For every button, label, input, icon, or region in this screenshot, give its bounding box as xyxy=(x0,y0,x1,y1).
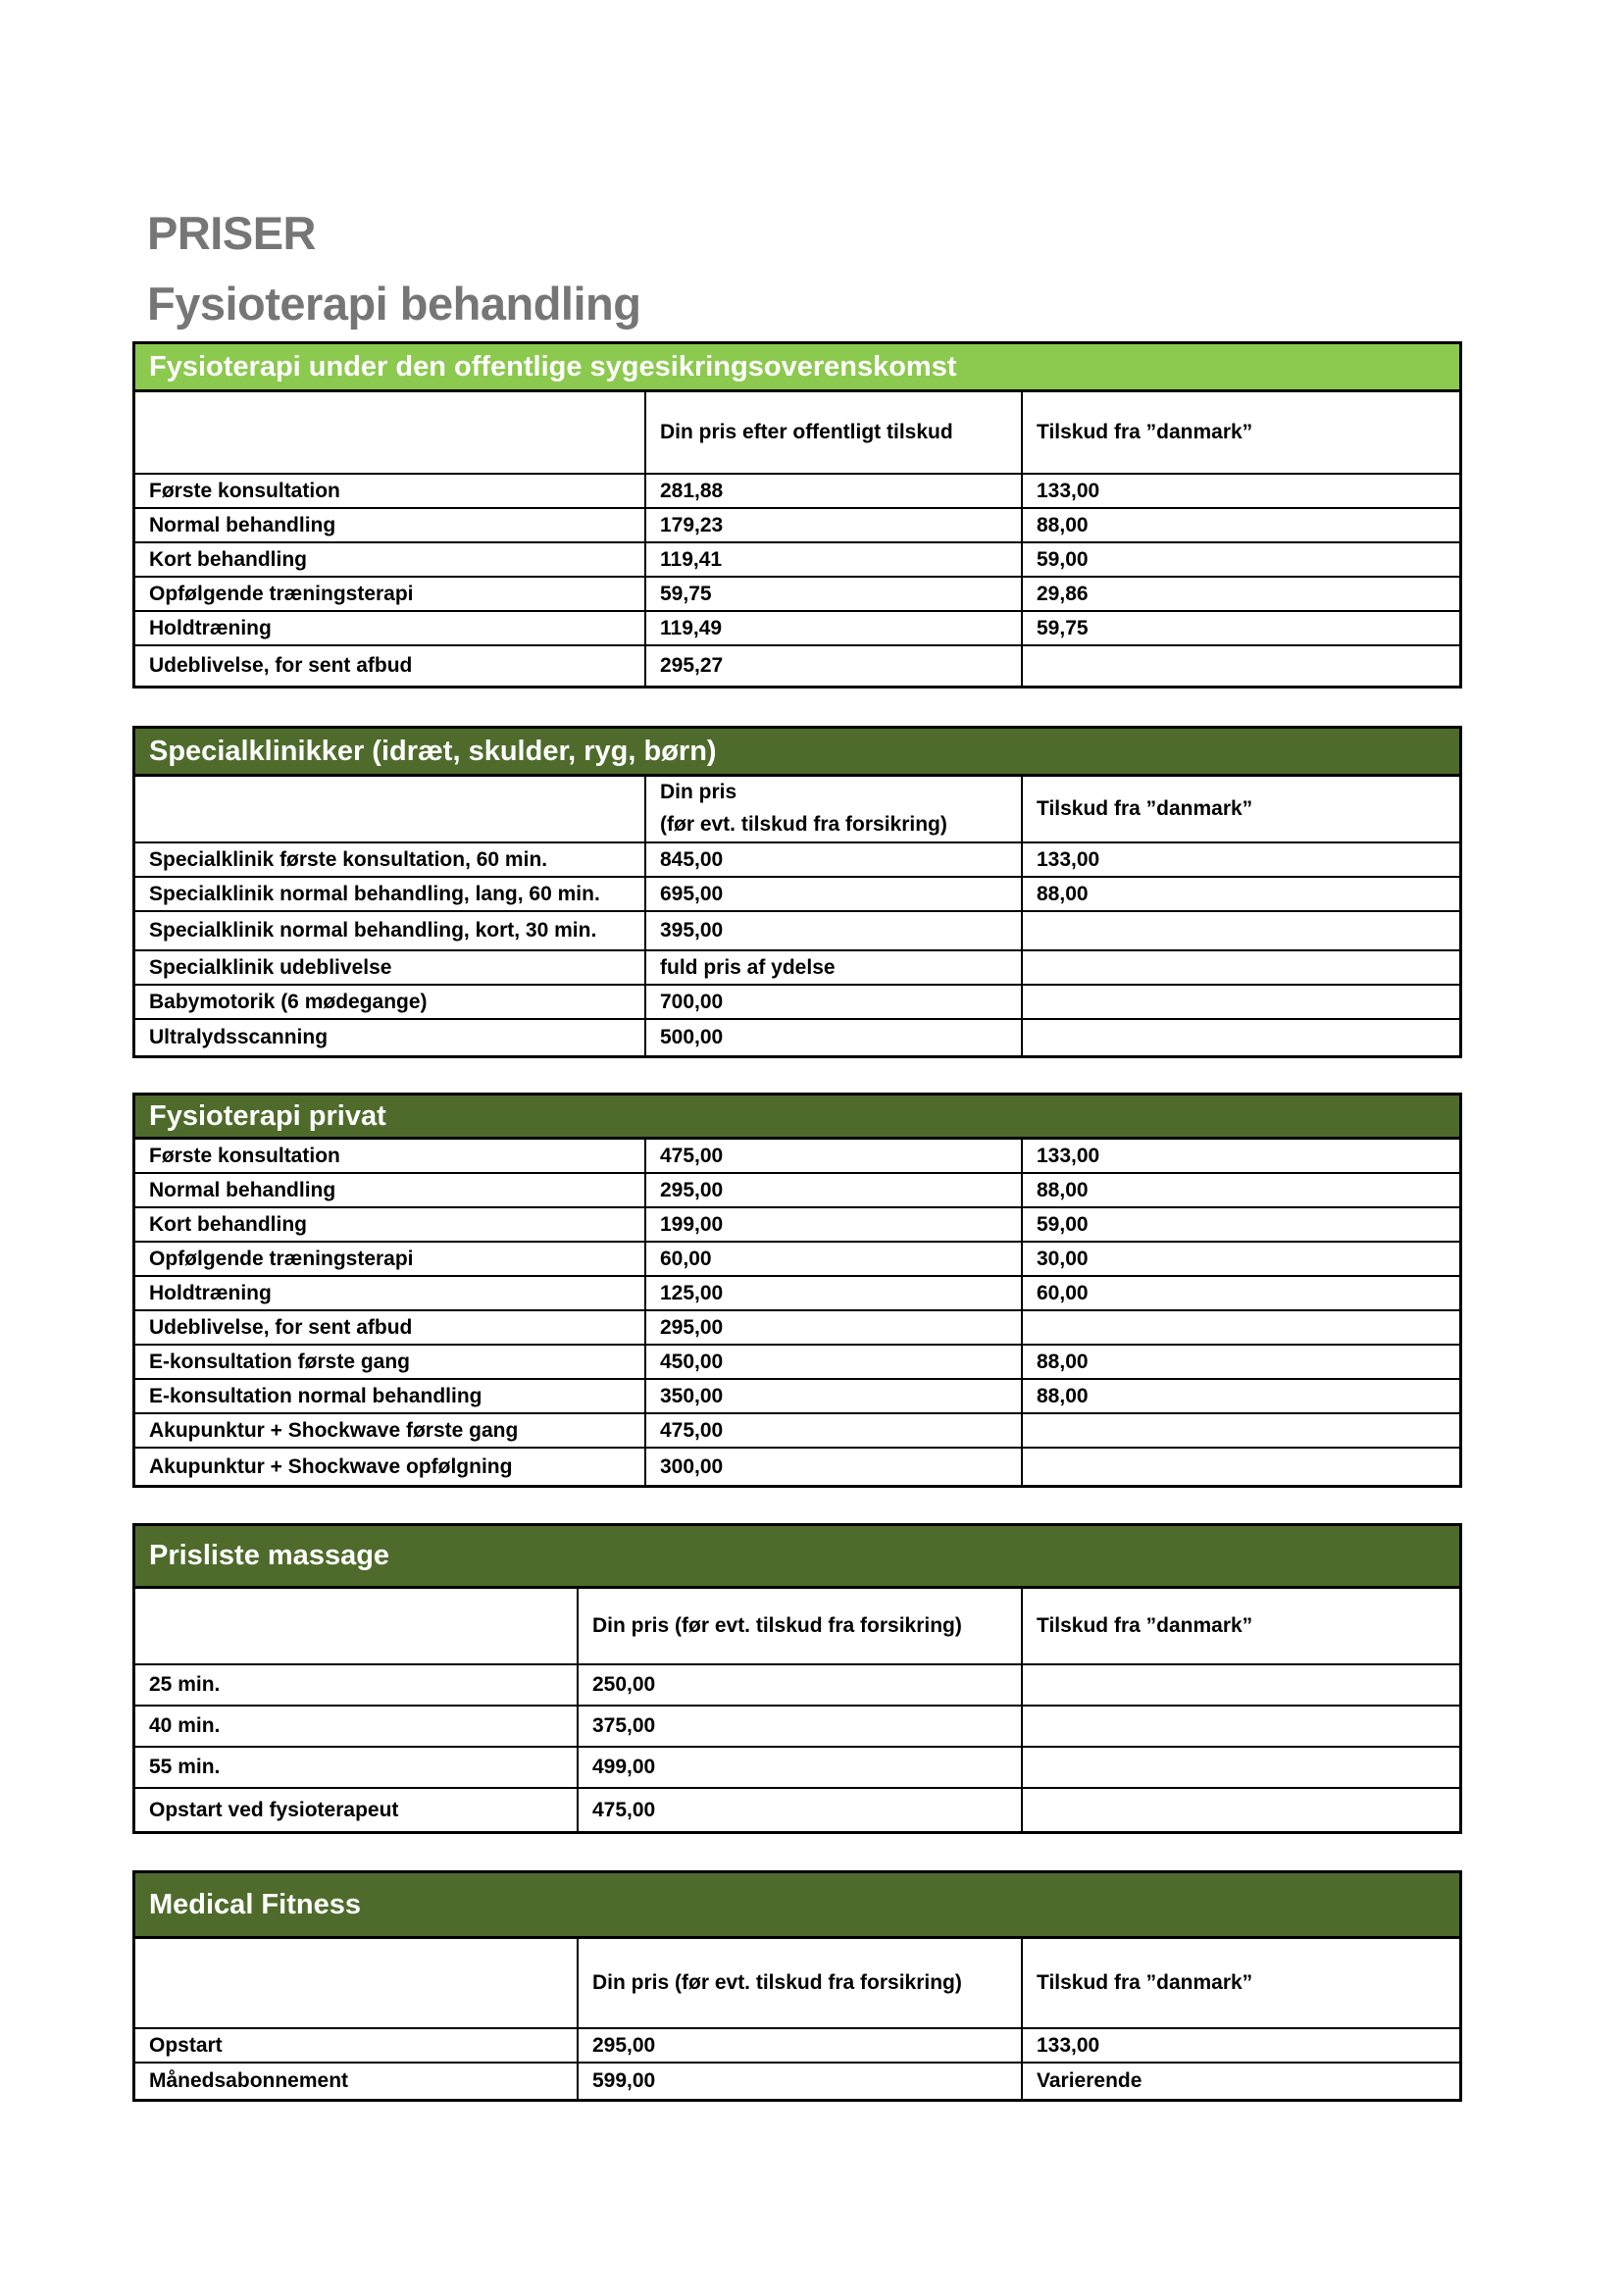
row-subsidy: 88,00 xyxy=(1021,509,1459,541)
table-row xyxy=(135,1140,1459,1174)
row-price: 119,41 xyxy=(644,543,1021,576)
column-header-row xyxy=(135,392,1459,475)
row-label: Første konsultation xyxy=(149,479,340,502)
row-price: 125,00 xyxy=(644,1277,1021,1309)
row-label: Specialklinik udeblivelse xyxy=(149,955,392,979)
page-subtitle: Fysioterapi behandling xyxy=(147,278,641,330)
row-label: Specialklinik normal behandling, kort, 30 min. xyxy=(149,919,597,942)
row-subsidy: 60,00 xyxy=(1021,1277,1459,1309)
section-privat xyxy=(132,1093,1462,1488)
row-price: 281,88 xyxy=(644,475,1021,507)
row-subsidy xyxy=(1021,1789,1459,1831)
row-subsidy: Varierende xyxy=(1021,2064,1459,2099)
column-header-price xyxy=(644,777,1021,841)
table-row xyxy=(135,2064,1459,2099)
table-row xyxy=(135,1789,1459,1831)
column-header-empty xyxy=(135,392,644,473)
column-header-empty xyxy=(135,1939,577,2027)
row-label: Akupunktur + Shockwave opfølgning xyxy=(149,1454,513,1478)
table-row xyxy=(135,1311,1459,1346)
row-price: 60,00 xyxy=(644,1243,1021,1275)
table-row xyxy=(135,1665,1459,1707)
table-row xyxy=(135,646,1459,686)
row-subsidy: 59,75 xyxy=(1021,612,1459,644)
column-header-subsidy: Tilskud fra ”danmark” xyxy=(1021,777,1459,841)
row-subsidy: 29,86 xyxy=(1021,578,1459,610)
row-label: Opstart ved fysioterapeut xyxy=(149,1798,399,1821)
row-label: 25 min. xyxy=(149,1673,221,1696)
column-header-price-line2: (før evt. tilskud fra forsikring) xyxy=(660,813,947,836)
row-price: 500,00 xyxy=(644,1020,1021,1055)
row-subsidy: 133,00 xyxy=(1021,1140,1459,1172)
section-specialklinikker xyxy=(132,726,1462,1058)
section-header: Prisliste massage xyxy=(135,1526,1459,1589)
table-row xyxy=(135,843,1459,878)
table-row xyxy=(135,543,1459,578)
row-subsidy xyxy=(1021,986,1459,1018)
row-label: Ultralydsscanning xyxy=(149,1026,329,1048)
section-header: Specialklinikker (idræt, skulder, ryg, børn) xyxy=(135,729,1459,777)
table-row xyxy=(135,1707,1459,1748)
row-price: 599,00 xyxy=(577,2064,1021,2099)
row-price: 350,00 xyxy=(644,1380,1021,1412)
table-row xyxy=(135,612,1459,646)
table-row xyxy=(135,1346,1459,1380)
row-subsidy xyxy=(1021,1020,1459,1055)
row-label: Normal behandling xyxy=(149,513,336,536)
row-subsidy: 59,00 xyxy=(1021,1208,1459,1241)
row-price: 450,00 xyxy=(644,1346,1021,1378)
section-header: Fysioterapi under den offentlige sygesikringsoverenskomst xyxy=(135,344,1459,392)
row-subsidy: 59,00 xyxy=(1021,543,1459,576)
table-row xyxy=(135,2029,1459,2064)
row-label: Specialklinik første konsultation, 60 min. xyxy=(149,847,548,871)
row-label: 40 min. xyxy=(149,1714,221,1737)
row-label: Udeblivelse, for sent afbud xyxy=(149,654,413,677)
column-header-row xyxy=(135,777,1459,843)
row-subsidy xyxy=(1021,1665,1459,1705)
table-row xyxy=(135,1414,1459,1449)
row-label: Kort behandling xyxy=(149,547,307,571)
table-row xyxy=(135,1449,1459,1485)
table-row xyxy=(135,578,1459,612)
column-header-price: Din pris efter offentligt tilskud xyxy=(644,392,1021,473)
row-price: fuld pris af ydelse xyxy=(644,951,1021,984)
section-massage xyxy=(132,1523,1462,1834)
column-header-empty xyxy=(135,1589,577,1663)
row-label: Månedsabonnement xyxy=(149,2069,349,2092)
column-header-row xyxy=(135,1939,1459,2029)
row-price: 199,00 xyxy=(644,1208,1021,1241)
row-price: 59,75 xyxy=(644,578,1021,610)
column-header-subsidy: Tilskud fra ”danmark” xyxy=(1021,1939,1459,2027)
row-label: Opstart xyxy=(149,2033,223,2057)
column-header-subsidy: Tilskud fra ”danmark” xyxy=(1021,1589,1459,1663)
row-price: 475,00 xyxy=(577,1789,1021,1831)
row-price: 300,00 xyxy=(644,1449,1021,1485)
table-row xyxy=(135,1020,1459,1055)
table-row xyxy=(135,1380,1459,1414)
row-subsidy: 88,00 xyxy=(1021,878,1459,910)
row-subsidy xyxy=(1021,1449,1459,1485)
row-subsidy xyxy=(1021,1748,1459,1787)
row-subsidy xyxy=(1021,1414,1459,1447)
row-price: 295,00 xyxy=(577,2029,1021,2062)
column-header-price: Din pris (før evt. tilskud fra forsikring) xyxy=(577,1589,1021,1663)
row-label: Akupunktur + Shockwave første gang xyxy=(149,1418,519,1442)
row-price: 295,00 xyxy=(644,1174,1021,1206)
table-row xyxy=(135,951,1459,986)
table-row xyxy=(135,1174,1459,1208)
table-row xyxy=(135,1208,1459,1243)
table-row xyxy=(135,986,1459,1020)
row-subsidy: 133,00 xyxy=(1021,843,1459,876)
section-offentlig xyxy=(132,341,1462,688)
row-label: Opfølgende træningsterapi xyxy=(149,582,414,605)
column-header-row xyxy=(135,1589,1459,1665)
row-label: Kort behandling xyxy=(149,1212,307,1236)
section-header: Medical Fitness xyxy=(135,1873,1459,1939)
row-subsidy: 30,00 xyxy=(1021,1243,1459,1275)
row-subsidy xyxy=(1021,912,1459,949)
row-label: Specialklinik normal behandling, lang, 60 min. xyxy=(149,882,600,905)
row-subsidy: 88,00 xyxy=(1021,1174,1459,1206)
row-price: 845,00 xyxy=(644,843,1021,876)
row-price: 119,49 xyxy=(644,612,1021,644)
row-subsidy xyxy=(1021,951,1459,984)
row-label: Normal behandling xyxy=(149,1178,336,1201)
row-price: 179,23 xyxy=(644,509,1021,541)
row-price: 475,00 xyxy=(644,1140,1021,1172)
row-subsidy: 133,00 xyxy=(1021,475,1459,507)
table-row xyxy=(135,1748,1459,1789)
row-label: E-konsultation normal behandling xyxy=(149,1384,482,1407)
row-label: Babymotorik (6 mødegange) xyxy=(149,990,428,1013)
row-price: 475,00 xyxy=(644,1414,1021,1447)
column-header-price-line1: Din pris xyxy=(660,781,737,804)
row-price: 250,00 xyxy=(577,1665,1021,1705)
row-price: 395,00 xyxy=(644,912,1021,949)
row-subsidy xyxy=(1021,1311,1459,1344)
row-price: 499,00 xyxy=(577,1748,1021,1787)
row-price: 295,27 xyxy=(644,646,1021,686)
row-label: 55 min. xyxy=(149,1756,221,1778)
table-row xyxy=(135,1243,1459,1277)
page-title: PRISER xyxy=(147,207,316,259)
row-subsidy xyxy=(1021,646,1459,686)
row-label: Holdtræning xyxy=(149,616,272,639)
row-label: Første konsultation xyxy=(149,1144,340,1167)
row-price: 695,00 xyxy=(644,878,1021,910)
section-medical-fitness xyxy=(132,1870,1462,2102)
row-label: Opfølgende træningsterapi xyxy=(149,1247,414,1270)
table-row xyxy=(135,912,1459,951)
row-subsidy xyxy=(1021,1707,1459,1746)
row-price: 700,00 xyxy=(644,986,1021,1018)
table-row xyxy=(135,1277,1459,1311)
table-row xyxy=(135,878,1459,912)
column-header-empty xyxy=(135,777,644,841)
column-header-price: Din pris (før evt. tilskud fra forsikring) xyxy=(577,1939,1021,2027)
row-subsidy: 88,00 xyxy=(1021,1346,1459,1378)
row-label: E-konsultation første gang xyxy=(149,1350,411,1373)
table-row xyxy=(135,475,1459,509)
row-label: Holdtræning xyxy=(149,1281,272,1304)
row-subsidy: 88,00 xyxy=(1021,1380,1459,1412)
row-subsidy: 133,00 xyxy=(1021,2029,1459,2062)
column-header-subsidy: Tilskud fra ”danmark” xyxy=(1021,392,1459,473)
section-header: Fysioterapi privat xyxy=(135,1096,1459,1140)
row-label: Udeblivelse, for sent afbud xyxy=(149,1315,413,1339)
row-price: 375,00 xyxy=(577,1707,1021,1746)
table-row xyxy=(135,509,1459,543)
row-price: 295,00 xyxy=(644,1311,1021,1344)
